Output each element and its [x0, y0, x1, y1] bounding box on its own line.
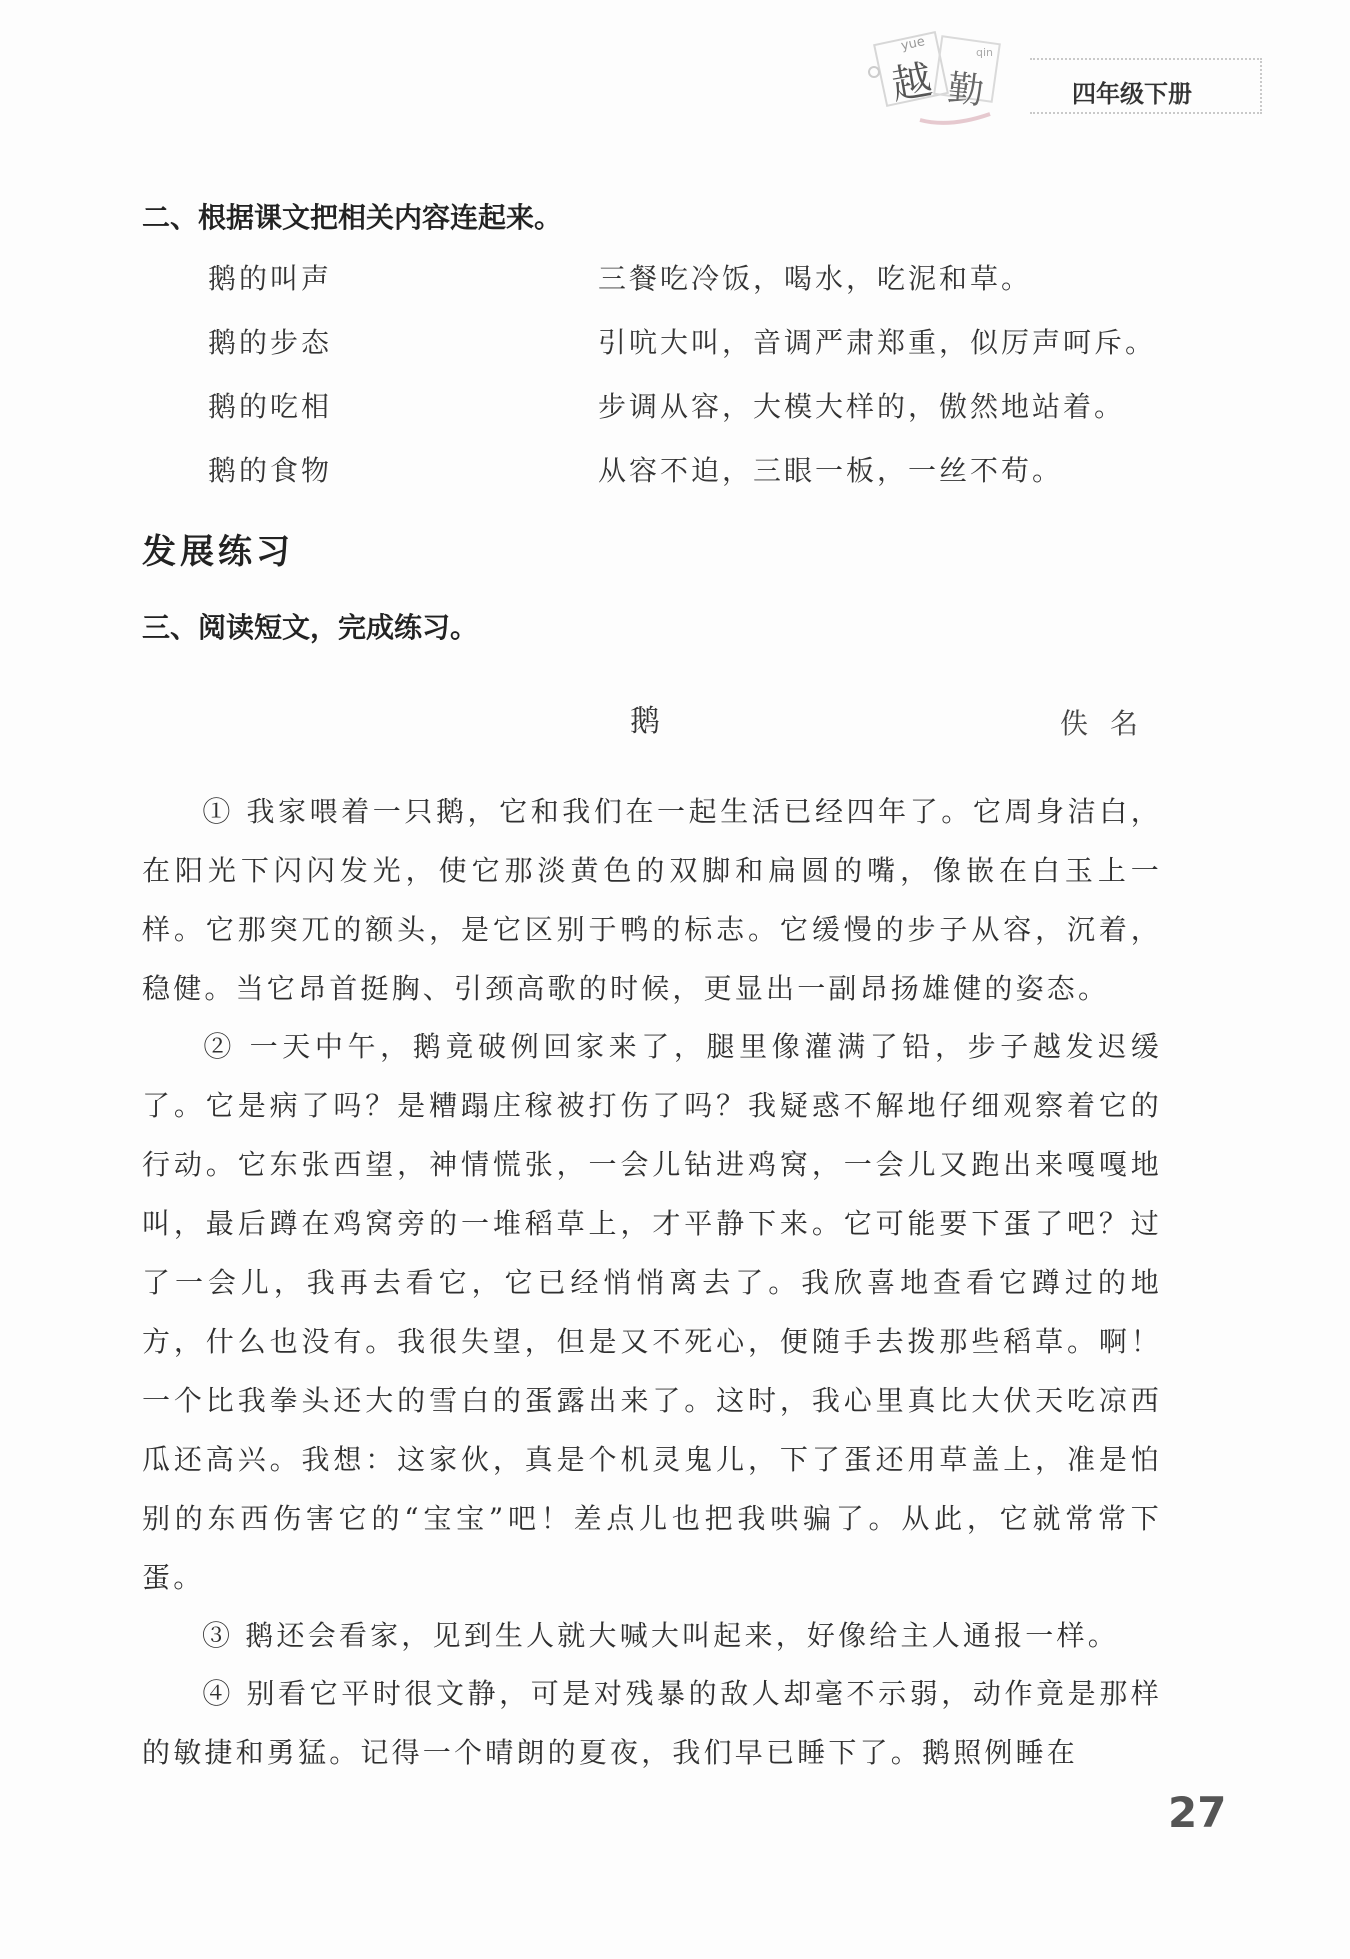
passage-paragraph [142, 1664, 1162, 1782]
match-left-item[interactable]: 鹅的步态 [208, 326, 333, 359]
passage-paragraph [142, 1017, 1162, 1607]
paragraph-text: ① 我家喂着一只鹅，它和我们在一起生活已经四年了。它周身洁白，在阳光下闪闪发光，使它那淡黄色的双脚和扁圆的嘴，像嵌在白玉上一样。它那突兀的额头，是它区别于鸭的标志。它缓慢的步子从容，沉着，稳健。当它昂首挺胸、引颈高歌的时候，更显出一副昂扬雄健的姿态。 [142, 795, 1162, 1005]
passage-paragraph [142, 782, 1162, 1018]
logo-char-right: 勤 [945, 68, 986, 113]
match-right-item[interactable]: 引吭大叫，音调严肃郑重，似厉声呵斥。 [598, 326, 1157, 359]
publisher-logo [850, 28, 1030, 138]
grade-label: 四年级下册 [1072, 80, 1192, 108]
passage-author: 佚名 [1060, 707, 1161, 740]
logo-pinyin-left: yue [899, 34, 927, 54]
logo-char-left: 越 [888, 56, 936, 110]
development-heading: 发展练习 [142, 532, 294, 572]
match-left-item[interactable]: 鹅的叫声 [208, 262, 333, 295]
paragraph-text: ② 一天中午，鹅竟破例回家来了，腿里像灌满了铅，步子越发迟缓了。它是病了吗？是糟蹋庄稼被打伤了吗？我疑惑不解地仔细观察着它的行动。它东张西望，神情慌张，一会儿钻进鸡窝，一会儿又跑出来嘎嘎地叫，最后蹲在鸡窝旁的一堆稻草上，才平静下来。它可能要下蛋了吧？过了一会儿，我再去看它，它已经悄悄离去了。我欣喜地查看它蹲过的地方，什么也没有。我很失望，但是又不死心，便随手去拨那些稻草。啊！一个比我拳头还大的雪白的蛋露出来了。这时，我心里真比大伏天吃凉西瓜还高兴。我想：这家伙，真是个机灵鬼儿，下了蛋还用草盖上，准是怕别的东西伤害它的“宝宝”吧！差点儿也把我哄骗了。从此，它就常常下蛋。 [142, 1030, 1162, 1594]
match-right-item[interactable]: 步调从容，大模大样的，傲然地站着。 [598, 390, 1126, 423]
logo-seal [850, 28, 1030, 138]
match-left-item[interactable]: 鹅的吃相 [208, 390, 333, 423]
paragraph-text: ③ 鹅还会看家，见到生人就大喊大叫起来，好像给主人通报一样。 [202, 1619, 1119, 1652]
logo-pinyin-right: qin [976, 46, 994, 59]
match-right-item[interactable]: 从容不迫，三眼一板，一丝不苟。 [598, 454, 1064, 487]
passage-title: 鹅 [630, 704, 660, 739]
paragraph-text: ④ 别看它平时很文静，可是对残暴的敌人却毫不示弱，动作竟是那样的敏捷和勇猛。记得一个晴朗的夏夜，我们早已睡下了。鹅照例睡在 [142, 1677, 1162, 1769]
passage-paragraph [142, 1606, 1162, 1665]
page-number: 27 [1168, 1788, 1227, 1837]
section2-heading: 二、根据课文把相关内容连起来。 [142, 201, 563, 234]
match-right-item[interactable]: 三餐吃冷饭，喝水，吃泥和草。 [598, 262, 1033, 295]
section3-heading: 三、阅读短文，完成练习。 [142, 611, 479, 644]
match-left-item[interactable]: 鹅的食物 [208, 454, 333, 487]
